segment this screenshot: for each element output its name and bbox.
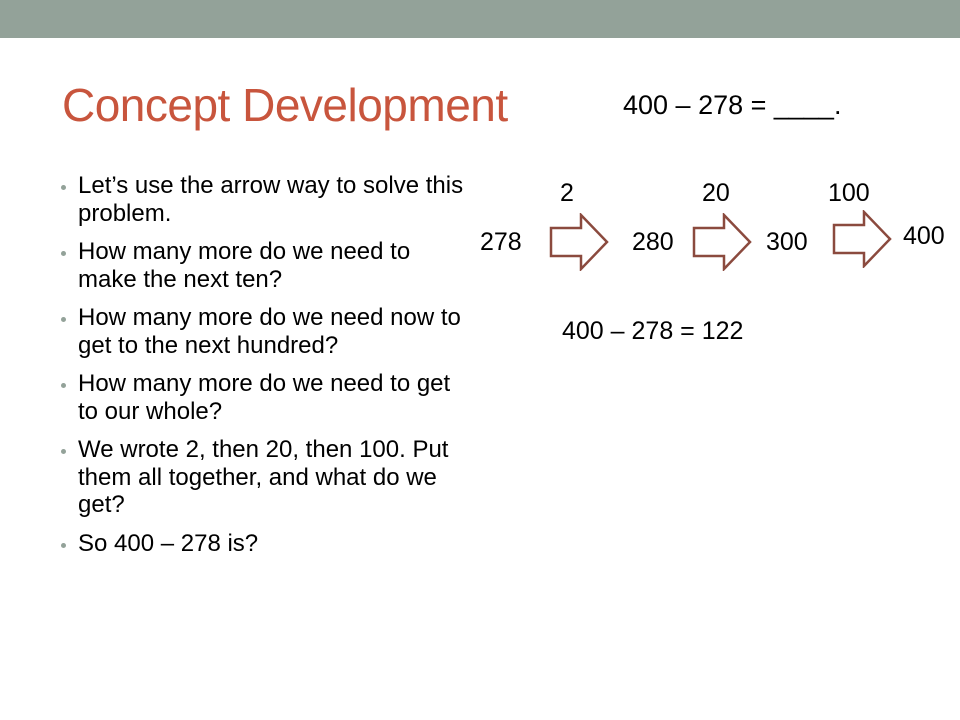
bullet-dot-icon <box>61 185 66 190</box>
diagram-number: 280 <box>632 228 674 256</box>
bullet-dot-icon <box>61 449 66 454</box>
bullet-item <box>60 238 470 293</box>
bullet-dot-icon <box>61 383 66 388</box>
bullet-text: How many more do we need to make the next ten? <box>78 238 411 293</box>
step-amount: 100 <box>828 179 870 207</box>
bullet-item <box>60 172 470 227</box>
right-arrow-icon <box>549 213 611 271</box>
diagram-number: 400 <box>903 222 945 250</box>
right-arrow-icon <box>692 213 754 271</box>
step-amount: 20 <box>702 179 730 207</box>
bullet-text: How many more do we need now to get to the next hundred? <box>78 304 461 359</box>
bullet-text: Let’s use the arrow way to solve this problem. <box>78 172 464 227</box>
problem-statement: 400 – 278 = ____. <box>623 90 842 120</box>
bullet-text: So 400 – 278 is? <box>78 529 259 557</box>
answer-equation: 400 – 278 = 122 <box>562 317 744 345</box>
bullet-list <box>60 172 470 568</box>
bullet-text: How many more do we need to get to our whole? <box>78 370 451 425</box>
bullet-dot-icon <box>61 251 66 256</box>
slide-title: Concept Development <box>62 79 508 131</box>
step-amount: 2 <box>560 179 574 207</box>
bullet-item <box>60 304 470 359</box>
diagram-number: 300 <box>766 228 808 256</box>
right-arrow-icon <box>832 210 894 268</box>
bullet-item <box>60 370 470 425</box>
diagram-number: 278 <box>480 228 522 256</box>
bullet-item <box>60 436 470 519</box>
top-accent-bar <box>0 0 960 38</box>
bullet-item <box>60 530 470 558</box>
bullet-dot-icon <box>61 317 66 322</box>
bullet-dot-icon <box>61 543 66 548</box>
bullet-text: We wrote 2, then 20, then 100. Put them all together, and what do we get? <box>78 436 449 518</box>
